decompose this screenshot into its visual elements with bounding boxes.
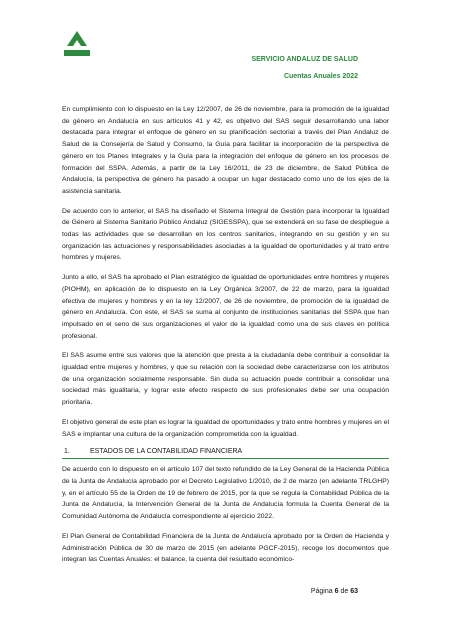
paragraph: El objetivo general de este plan es lograr la igualdad de oportunidades y trato entre hombres y mujeres en el SAS e implantar una cultura de la organización comprometida con la igualdad. (62, 418, 389, 438)
section-title: ESTADOS DE LA CONTABILIDAD FINANCIERA (90, 448, 243, 456)
page-footer (311, 588, 358, 595)
section-heading (62, 448, 389, 459)
header-org-name: SERVICIO ANDALUZ DE SALUD (251, 56, 358, 63)
header-doc-title: Cuentas Anuales 2022 (283, 73, 358, 80)
page-word: Página (310, 588, 333, 595)
section-number: 1. (64, 448, 70, 456)
paragraph: De acuerdo con lo dispuesto en el artículo 107 del texto refundido de la Ley General de la Hacienda Pública de la Junta de Andalucía aprobado por el Decreto Legislativo 1/2010, de 2 de marzo (en adelante TRLGHP) y, en el artículo 55 de la Orden de 19 de febrero de 2015, por la que se regula la Contabilidad Pública de la Junta de Andalucía, la Intervención General de la Junta de Andalucía formula la Cuenta General de la Comunidad Autónoma de Andalucía correspondiente al ejercicio 2022. (62, 466, 389, 521)
junta-andalucia-logo (62, 30, 92, 58)
paragraph: En cumplimiento con lo dispuesto en la Ley 12/2007, de 26 de noviembre, para la promoción de la igualdad de género en Andalucía en sus artículos 41 y 42, es objetivo del SAS seguir desarrollando una labor destacada para integrar el enfoque de género en su planificación sectorial a través del Plan Andaluz de Salud de la Consejería de Salud y Consumo, la Guía para facilitar la incorporación de la perspectiva de género en los Planes Integrales y la Guía para la integración del enfoque de género en los procesos de formación del SSPA. Además, a partir de la Ley 16/2011, de 23 de diciembre, de Salud Pública de Andalucía, la perspectiva de género ha pasado a ocupar un lugar destacado como uno de los ejes de la asistencia sanitaria. (62, 106, 389, 195)
paragraph: De acuerdo con lo anterior, el SAS ha diseñado el Sistema Integral de Gestión para incorporar la Igualdad de Género al Sistema Sanitario Público Andaluz (SIGESSPA), que se extenderá en su fase de despliegue a todas las actividades que se desarrollan en los centros sanitarios, integrando en su gestión y en su organización las actuaciones y responsabilidades asociadas a la igualdad de oportunidades y al trato entre hombres y mujeres. (62, 207, 389, 262)
paragraph: El Plan General de Contabilidad Financiera de la Junta de Andalucía aprobado por la Orden de Hacienda y Administración Pública de 30 de marzo de 2015 (en adelante PGCF-2015), recoge los documentos que integran las Cuentas Anuales: el balance, la cuenta del resultado económico- (62, 532, 389, 564)
page-number: 6 (334, 588, 339, 595)
paragraph: Junto a ello, el SAS ha aprobado el Plan estratégico de igualdad de oportunidades entre hombres y mujeres (PIOHM), en aplicación de lo dispuesto en la Ley Orgánica 3/2007, de 22 de marzo, para la igualdad efectiva de mujeres y hombres y en la ley 12/2007, de 26 de noviembre, de promoción de la igualdad de género en Andalucía. Con este, el SAS se suma al conjunto de instituciones sanitarias del SSPA que han impulsado en el seno de sus organizaciones el valor de la igualdad como una de sus claves en política profesional. (62, 274, 389, 340)
document-body (62, 104, 389, 574)
paragraph: El SAS asume entre sus valores que la atención que presta a la ciudadanía debe contribuir a consolidar la igualdad entre mujeres y hombres, y que su relación con la sociedad debe caracterizarse con los atributos de una organización socialmente responsable. Sin duda su actuación puede contribuir a consolidar una sociedad más igualitaria, y lograr este efecto respecto de sus profesionales debe ser una ocupación prioritaria. (62, 352, 389, 407)
of-word: de (340, 588, 349, 595)
total-pages: 63 (350, 588, 358, 595)
